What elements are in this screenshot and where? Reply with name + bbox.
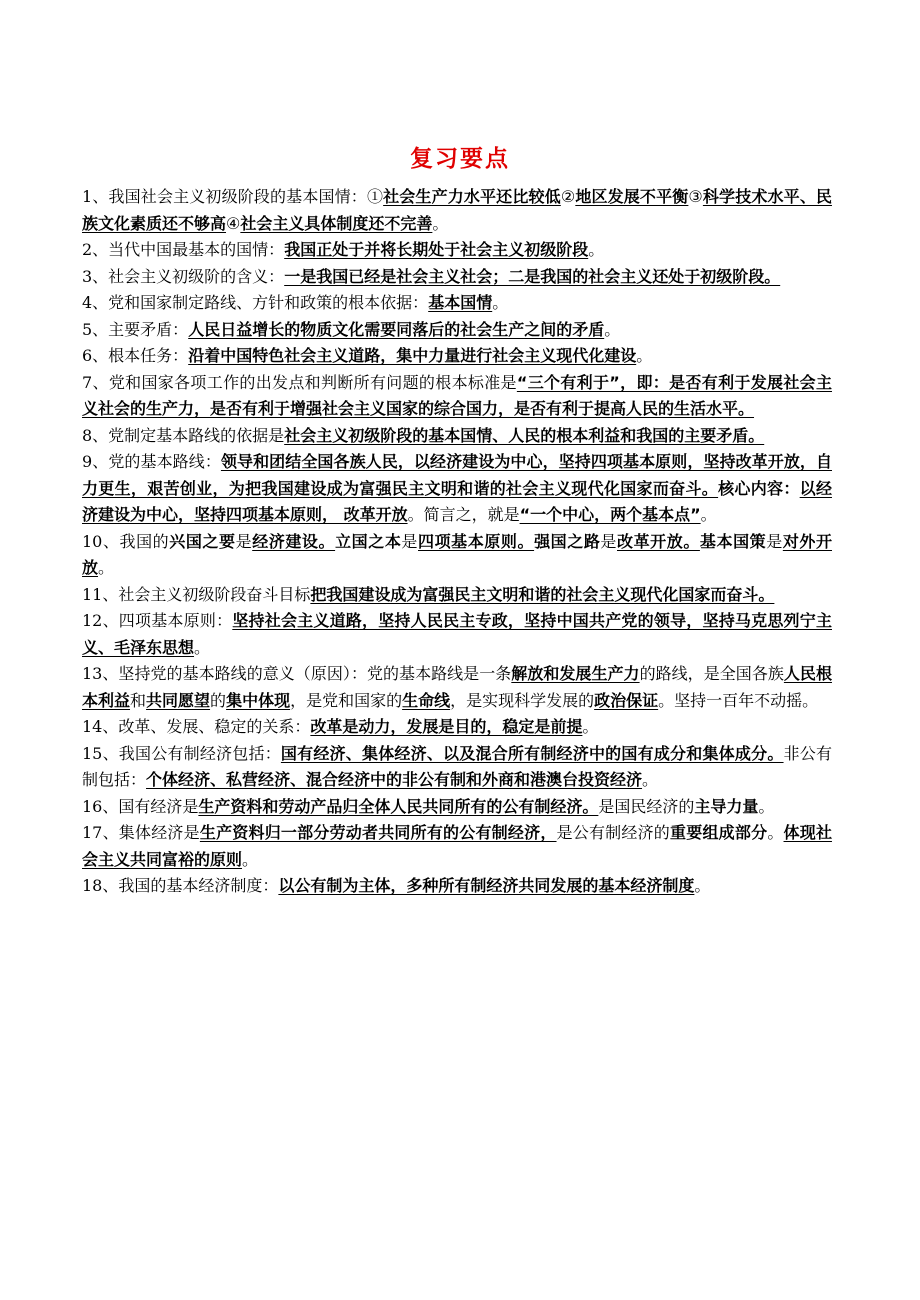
key-phrase: 生产资料归一部分劳动者共同所有的公有制经济， bbox=[199, 823, 557, 842]
item-text: 是 bbox=[401, 531, 419, 551]
key-phrase: 对外开放 bbox=[82, 531, 832, 577]
item-text: ，是实现科学发展的 bbox=[450, 690, 595, 710]
review-point-15 bbox=[82, 741, 832, 794]
item-text: 。简言之，就是 bbox=[407, 505, 520, 524]
bold-text: 重要组成部分 bbox=[670, 823, 768, 842]
key-phrase: 改革开放。 bbox=[617, 531, 700, 551]
key-phrase: 体现社会主义共同富裕的原则 bbox=[82, 823, 832, 869]
review-point-4 bbox=[82, 290, 832, 317]
key-phrase: 四项基本原则。 bbox=[418, 531, 535, 551]
review-point-1 bbox=[82, 184, 832, 237]
bold-text: 核心内容： bbox=[718, 478, 800, 498]
item-text: ④ bbox=[226, 213, 241, 233]
key-phrase: 地区发展不平衡 bbox=[575, 187, 689, 206]
key-phrase: 改革是动力，发展是目的，稳定是前提 bbox=[310, 717, 583, 736]
review-point-2 bbox=[82, 237, 832, 264]
key-phrase: 以公有制为主体，多种所有制经济共同发展的基本经济制度 bbox=[278, 876, 695, 895]
item-text: 6、根本任务： bbox=[82, 346, 189, 365]
item-text: ③ bbox=[688, 187, 703, 206]
item-text: 是 bbox=[600, 531, 617, 551]
item-text: 1、我国社会主义初级阶段的基本国情：① bbox=[82, 187, 384, 206]
review-point-7 bbox=[82, 370, 832, 423]
key-phrase: 我国正处于并将长期处于社会主义初级阶段 bbox=[284, 240, 589, 259]
review-point-3 bbox=[82, 264, 832, 291]
item-text: 11、社会主义初级阶段奋斗目标 bbox=[82, 584, 311, 604]
item-text: 5、主要矛盾： bbox=[82, 319, 189, 339]
key-phrase: 以经济建设为中心，坚持四项基本原则， 改革开放 bbox=[82, 478, 832, 524]
item-text: 。 bbox=[642, 770, 659, 789]
review-point-13 bbox=[82, 661, 832, 714]
item-text: 。 bbox=[767, 823, 784, 842]
item-text: 10、我国的 bbox=[82, 531, 170, 551]
item-text: 和 bbox=[130, 690, 147, 710]
item-text: 非公有制包括： bbox=[82, 743, 832, 789]
key-phrase: 生命线 bbox=[402, 690, 451, 710]
key-phrase: 科学技术水平、民族文化素质还不够高 bbox=[82, 187, 832, 233]
review-point-17 bbox=[82, 820, 832, 873]
key-phrase: 解放和发展生产力 bbox=[511, 664, 640, 683]
item-text: 18、我国的基本经济制度： bbox=[82, 876, 279, 895]
review-point-8 bbox=[82, 423, 832, 450]
review-point-12 bbox=[82, 608, 832, 661]
item-text: 。坚持一百年不动摇。 bbox=[658, 690, 819, 710]
key-phrase: 坚持社会主义道路，坚持人民民主专政，坚持中国共产党的领导，坚持马克思列宁主义、毛泽东思想 bbox=[82, 611, 832, 657]
item-text: 12、四项基本原则： bbox=[82, 611, 233, 630]
item-text: 。 bbox=[432, 213, 449, 233]
key-phrase: 把我国建设成为富强民主文明和谐的社会主义现代化国家而奋斗。 bbox=[310, 584, 775, 604]
item-text: 8、党制定基本路线的依据是 bbox=[82, 425, 285, 445]
item-text: 。 bbox=[758, 796, 775, 816]
review-point-11 bbox=[82, 582, 832, 609]
item-text: 是公有制经济的 bbox=[556, 823, 671, 842]
review-points-list bbox=[82, 184, 832, 900]
review-point-10 bbox=[82, 529, 832, 582]
item-text: ，是党和国家的 bbox=[290, 690, 403, 710]
key-phrase: 集中体现 bbox=[226, 690, 291, 710]
key-phrase: 生产资料和劳动产品归全体人民共同所有的公有制经济。 bbox=[198, 796, 599, 816]
key-phrase: 社会主义具体制度还不完善 bbox=[240, 213, 433, 233]
item-text: 16、国有经济是 bbox=[82, 796, 199, 816]
item-text: 9、党的基本路线： bbox=[82, 452, 221, 471]
key-phrase: 个体经济、私营经济、混合经济中的非公有制和外商和港澳台投资经济 bbox=[146, 770, 643, 789]
item-text: 。 bbox=[582, 717, 599, 736]
key-phrase: 共同愿望 bbox=[146, 690, 211, 710]
item-text: 是 bbox=[766, 531, 783, 551]
bold-text: 基本国策 bbox=[699, 531, 767, 551]
key-phrase: 人民根本利益 bbox=[82, 664, 832, 710]
key-phrase: 人民日益增长的物质文化需要同落后的社会生产之间的矛盾 bbox=[188, 319, 605, 339]
item-text: 。 bbox=[98, 558, 115, 577]
key-phrase: 经济建设。 bbox=[252, 531, 336, 551]
item-text: 13、坚持党的基本路线的意义（原因）：党的基本路线是一条 bbox=[82, 664, 512, 683]
item-text: 的路线，是全国各族 bbox=[639, 664, 784, 683]
bold-text: 兴国之要 bbox=[169, 531, 236, 551]
key-phrase: 社会生产力水平还比较低 bbox=[383, 187, 561, 206]
review-point-16 bbox=[82, 794, 832, 821]
item-text: 2、当代中国最基本的国情： bbox=[82, 240, 285, 259]
item-text: 7、党和国家各项工作的出发点和判断所有问题的根本标准是 bbox=[82, 372, 517, 392]
item-text: 。 bbox=[242, 849, 259, 869]
item-text: 17、集体经济是 bbox=[82, 823, 200, 842]
item-text: 的 bbox=[210, 690, 227, 710]
key-phrase: 社会主义初级阶段的基本国情、人民的根本利益和我国的主要矛盾。 bbox=[284, 425, 765, 445]
key-phrase: 基本国情 bbox=[428, 293, 493, 312]
item-text: 是 bbox=[235, 531, 253, 551]
item-text: 3、社会主义初级阶的含义： bbox=[82, 266, 285, 286]
item-text: 。 bbox=[194, 637, 211, 657]
review-point-6 bbox=[82, 343, 832, 370]
item-text: 。 bbox=[700, 505, 717, 524]
bold-text: 强国之路 bbox=[534, 531, 601, 551]
item-text: 。 bbox=[492, 293, 509, 312]
key-phrase: 国有经济、集体经济、以及混合所有制经济中的国有成分和集体成分。 bbox=[280, 743, 784, 763]
bold-text: 立国之本 bbox=[335, 531, 402, 551]
review-point-9 bbox=[82, 449, 832, 529]
key-phrase: 一是我国已经是社会主义社会；二是我国的社会主义还处于初级阶段。 bbox=[284, 266, 781, 286]
bold-text: 主导力量 bbox=[694, 796, 759, 816]
item-text: 。 bbox=[604, 319, 621, 339]
review-point-18 bbox=[82, 873, 832, 900]
item-text: 。 bbox=[636, 346, 653, 365]
key-phrase: 领导和团结全国各族人民，以经济建设为中心，坚持四项基本原则，坚持改革开放，自力更生，艰苦创业，为把我国建设成为富强民主文明和谐的社会主义现代化国家而奋斗。 bbox=[82, 452, 832, 498]
item-text: 4、党和国家制定路线、方针和政策的根本依据： bbox=[82, 293, 429, 312]
item-text: ② bbox=[560, 187, 576, 206]
key-phrase: “三个有利于”，即：是否有利于发展社会主义社会的生产力，是否有利于增强社会主义国家的综合国力，是否有利于提高人民的生活水平。 bbox=[82, 372, 832, 418]
item-text: 是国民经济的 bbox=[598, 796, 695, 816]
page-title: 复习要点 bbox=[410, 146, 510, 172]
item-text: 15、我国公有制经济包括： bbox=[82, 743, 281, 763]
key-phrase: 政治保证 bbox=[594, 690, 659, 710]
key-phrase: 沿着中国特色社会主义道路，集中力量进行社会主义现代化建设 bbox=[188, 346, 637, 365]
review-point-5 bbox=[82, 317, 832, 344]
item-text: 。 bbox=[694, 876, 711, 895]
key-phrase: “一个中心，两个基本点” bbox=[519, 505, 701, 524]
item-text: 14、改革、发展、稳定的关系： bbox=[82, 717, 311, 736]
review-point-14 bbox=[82, 714, 832, 741]
item-text: 。 bbox=[588, 240, 605, 259]
